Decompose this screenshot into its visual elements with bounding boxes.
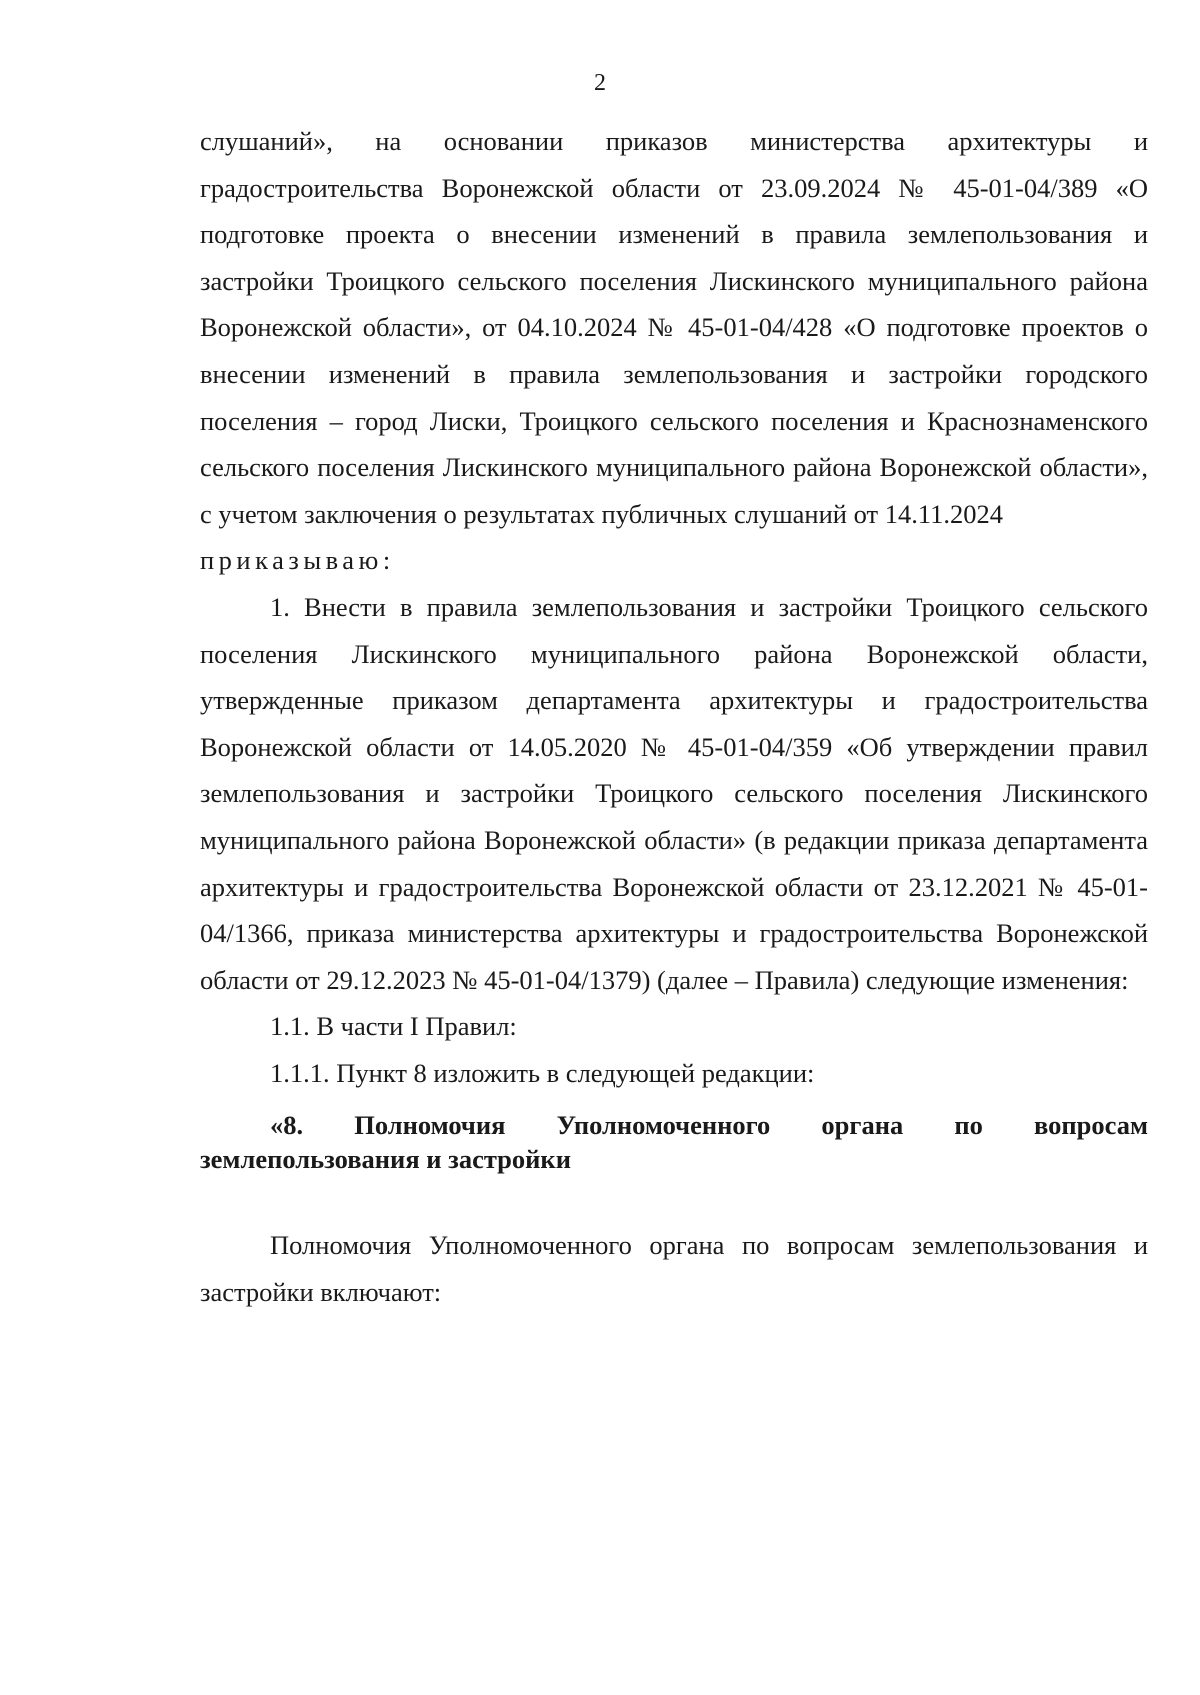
spacer — [200, 1176, 1148, 1222]
item-1-1-paragraph: 1.1. В части I Правил: — [270, 1011, 517, 1042]
item-1-paragraph: 1. Внести в правила землепользования и застройки Троицкого сельского поселения Лискинского муниципального района Воронежской области, утвержденные приказом департамента архитектуры и градостроительства Воронежской области от 14.05.2020 № 45-01-04/359 «Об утверждении правил землепользования и застройки Троицкого сельского поселения Лискинского муниципального района Воронежской области» (в редакции приказа департамента архитектуры и градостроительства Воронежской области от 23.12.2021 № 45-01-04/1366, приказа министерства архитектуры и градостроительства Воронежской области от 29.12.2023 № 45-01-04/1379) (далее – Правила) следующие изменения: — [200, 591, 1148, 995]
section-8-heading: «8. Полномочия Уполномоченного органа по вопросам землепользования и застройки — [200, 1110, 1148, 1175]
document-body — [200, 118, 1148, 1316]
intro-paragraph: слушаний», на основании приказов министерства архитектуры и градостроительства Воронежской области от 23.09.2024 № 45-01-04/389 «О подготовке проекта о внесении изменений в правила землепользования и застройки Троицкого сельского поселения Лискинского муниципального района Воронежской области», от 04.10.2024 № 45-01-04/428 «О подготовке проектов о внесении изменений в правила землепользования и застройки городского поселения – город Лиски, Троицкого сельского поселения и Краснознаменского сельского поселения Лискинского муниципального района Воронежской области», с учетом заключения о результатах публичных слушаний от 14.11.2024 — [200, 126, 1148, 529]
powers-paragraph: Полномочия Уполномоченного органа по вопросам землепользования и застройки включают: — [200, 1230, 1148, 1308]
order-word: приказываю: — [200, 545, 395, 576]
item-1-1-1-paragraph: 1.1.1. Пункт 8 изложить в следующей редакции: — [270, 1057, 815, 1088]
page-number: 2 — [594, 70, 606, 96]
